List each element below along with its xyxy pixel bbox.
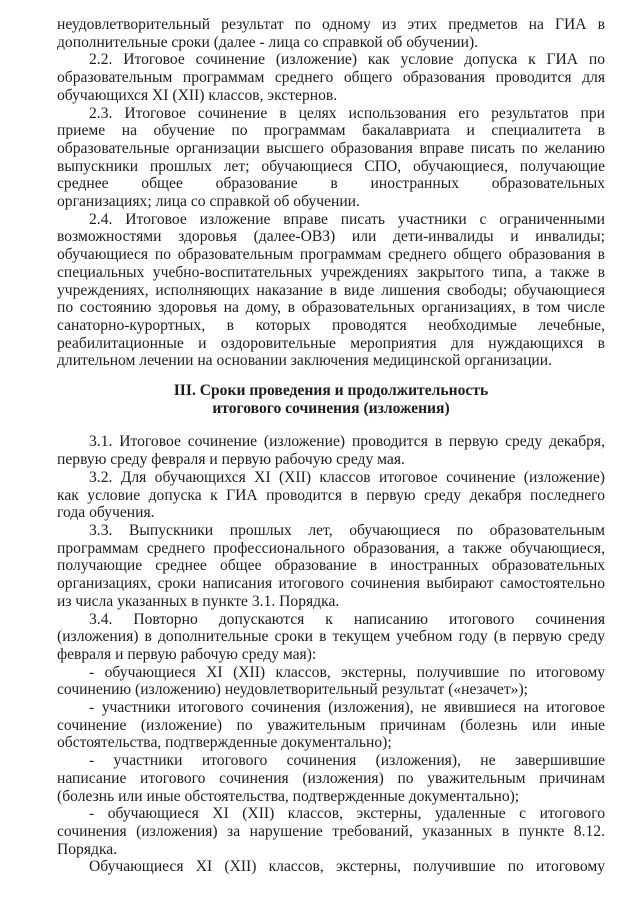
text-line: выпускники прошлых лет; обучающиеся СПО, обучающиеся, получающие [57, 157, 605, 175]
text-line: 3.1. Итоговое сочинение (изложение) проводится в первую среду декабря, [89, 433, 605, 451]
text-line: длительном лечении на основании заключения медицинской организации. [57, 352, 553, 370]
text-line: программам среднего профессионального образования, а также обучающиеся, [57, 539, 605, 557]
text-line: 3.2. Для обучающихся XI (XII) классов итоговое сочинение (изложение) [89, 468, 605, 486]
text-line: сочинения (изложения) за нарушение требований, указанных в пункте 8.12. [57, 822, 605, 840]
text-line: санаторно-курортных, в которых проводятся необходимые лечебные, [57, 316, 605, 334]
text-line: 3.4. Повторно допускаются к написанию итогового сочинения [89, 610, 605, 628]
text-line: года обучения. [57, 504, 155, 522]
text-line: Порядка. [57, 840, 118, 858]
text-line: первую среду февраля и первую рабочую среду мая. [57, 451, 405, 469]
text-line: образовательным программам среднего общего образования проводится для [57, 69, 605, 87]
text-line: (болезнь или иные обстоятельства, подтвержденные документально); [57, 787, 520, 805]
paragraph [57, 522, 605, 611]
text-line: возможностями здоровья (далее-ОВЗ) или дети-инвалиды и инвалиды; [57, 228, 605, 246]
text-line: 2.3. Итоговое сочинение в целях использования его результатов при [89, 104, 605, 122]
text-line: специальных учебно-воспитательных учреждениях закрытого типа, а также в [57, 263, 605, 281]
text-line: дополнительные сроки (далее - лица со справкой об обучении). [57, 33, 479, 51]
text-line: организациях; лица со справкой об обучении. [57, 193, 360, 211]
document-body [57, 16, 605, 876]
text-line: неудовлетворительный результат по одному из этих предметов на ГИА в [57, 16, 605, 33]
text-line: написание итогового сочинения (изложения) по уважительным причинам [57, 769, 605, 787]
text-line: 2.4. Итоговое изложение вправе писать участники с ограниченными [89, 210, 605, 228]
text-line: по состоянию здоровья на дому, в образовательных организациях, в том числе [57, 299, 605, 317]
paragraph [57, 469, 605, 522]
heading-line: итогового сочинения (изложения) [212, 399, 450, 417]
text-line: обучающихся XI (XII) классов, экстернов. [57, 86, 338, 104]
text-line: сочинение (изложение) по уважительным причинам (болезнь или иные [57, 716, 605, 734]
paragraph [57, 211, 605, 370]
text-line: получающие среднее общее образование в иностранных образовательных [57, 557, 605, 575]
text-line: приеме на обучение по программам бакалавриата и специалитета в [57, 122, 605, 140]
paragraph [57, 105, 605, 211]
text-line: - участники итогового сочинения (изложения), не завершившие [89, 752, 605, 770]
text-line: обучающиеся по образовательным программам среднего общего образования в [57, 246, 605, 264]
text-line: как условие допуска к ГИА проводится в первую среду декабря последнего [57, 486, 605, 504]
text-line: из числа указанных в пункте 3.1. Порядка. [57, 592, 340, 610]
paragraph [57, 752, 605, 805]
paragraph [57, 699, 605, 752]
text-line: - обучающиеся XI (XII) классов, экстерны, удаленные с итогового [89, 805, 605, 823]
text-line: Обучающиеся XI (XII) классов, экстерны, получившие по итоговому [89, 858, 605, 876]
text-line: - обучающиеся XI (XII) классов, экстерны, получившие по итоговому [89, 663, 605, 681]
text-line: реабилитационные и оздоровительные мероприятия для нуждающихся в [57, 334, 605, 352]
paragraph [57, 611, 605, 664]
text-line: сочинению (изложению) неудовлетворительный результат («незачет»); [57, 681, 528, 699]
paragraph [57, 16, 605, 51]
paragraph [57, 664, 605, 699]
text-line: организациях, сроки написания итогового сочинения выбирают самостоятельно [57, 575, 605, 593]
text-line: (изложения) в дополнительные сроки в текущем учебном году (в первую среду [57, 628, 605, 646]
section-heading [57, 382, 605, 417]
paragraph [57, 51, 605, 104]
text-line: среднее общее образование в иностранных образовательных [57, 175, 605, 193]
text-line: обстоятельства, подтвержденные документально); [57, 734, 392, 752]
paragraph [57, 433, 605, 468]
text-line: 3.3. Выпускники прошлых лет, обучающиеся по образовательным [89, 521, 605, 539]
text-line: образовательные организации высшего образования вправе писать по желанию [57, 139, 605, 157]
paragraph [57, 858, 605, 876]
text-line: - участники итогового сочинения (изложения), не явившиеся на итоговое [89, 699, 605, 717]
heading-line: III. Сроки проведения и продолжительность [173, 382, 489, 400]
text-line: февраля и первую рабочую среду мая): [57, 645, 317, 663]
text-line: 2.2. Итоговое сочинение (изложение) как условие допуска к ГИА по [89, 51, 605, 69]
paragraph [57, 805, 605, 858]
text-line: учреждениях, исполняющих наказание в виде лишения свободы; обучающиеся [57, 281, 605, 299]
